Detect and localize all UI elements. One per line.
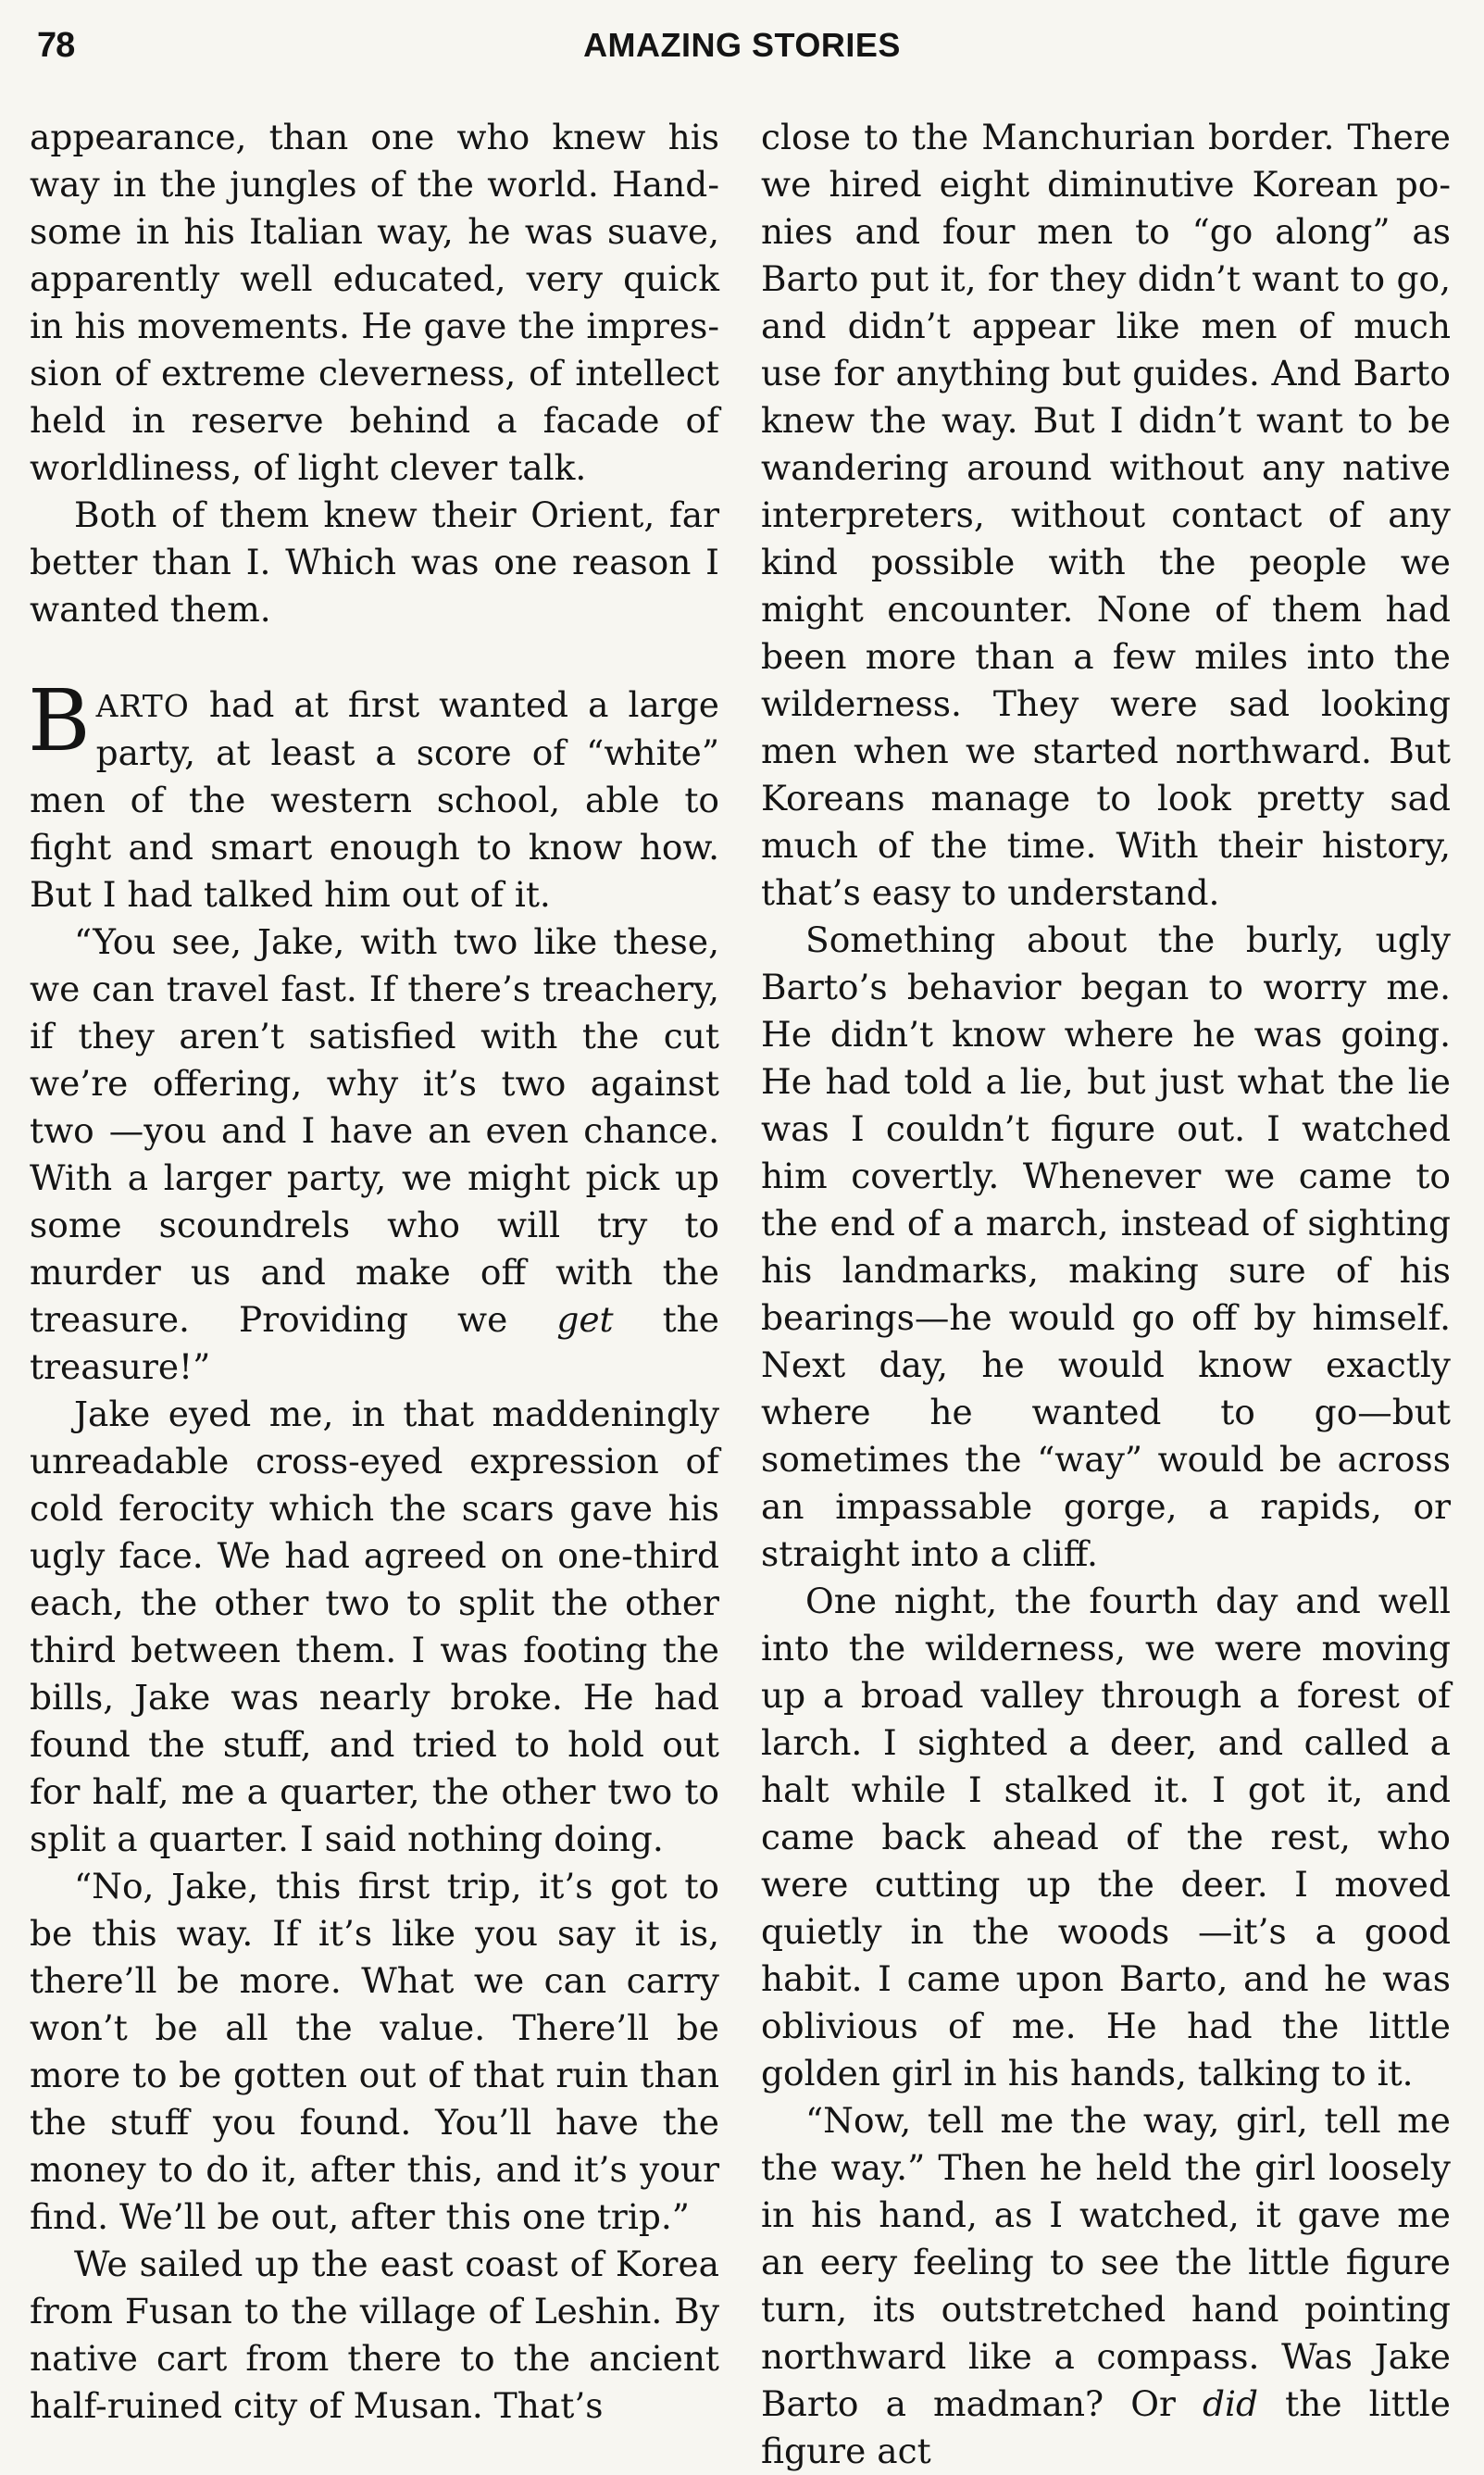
right-column bbox=[761, 114, 1451, 2475]
paragraph-text: “Now, tell me the way, girl, tell me the way.” Then he held the girl loosely in his hand, as I watched, it gave me an eery feeling to see the little figure turn, its outstretched hand pointing northward like a compass. Was Jake Barto a madman? Or bbox=[761, 2100, 1451, 2424]
small-caps-lead: ARTO bbox=[95, 688, 190, 724]
section-opening-paragraph bbox=[28, 671, 719, 919]
paragraph-text: “You see, Jake, with two like these, we can travel fast. If there’s treachery, if they aren’t satisfied with the cut we’re offering, why it’s two against two —you and I have an even chance. With a larger party, we might pick up some scoundrels who will try to murder us and make off with the treasure. Providing we bbox=[30, 921, 719, 1340]
paragraph-text: the treasure!” bbox=[30, 1299, 719, 1387]
paragraph: Jake eyed me, in that maddeningly unreadable cross-eyed expression of cold ferocity which the scars gave his ugly face. We had agreed on one-third each, the other two to split the other third between them. I was footing the bills, Jake was nearly broke. He had found the stuff, and tried to hold out for half, me a quarter, the other two to split a quarter. I said nothing doing. bbox=[30, 1394, 719, 1859]
italic-word: did bbox=[1203, 2383, 1259, 2424]
paragraph-text: the little figure act bbox=[761, 2383, 1451, 2471]
italic-word: get bbox=[556, 1299, 614, 1340]
paragraph: Something about the burly, ugly Barto’s behavior began to worry me. He didn’t know where he was going. He had told a lie, but just what the lie was I couldn’t figure out. I watched him covertly. Whenever we came to the end of a march, instead of sighting his landmarks, making sure of his bearings—he would go off by himself. Next day, he would know exactly where he wanted to go—but sometimes the “way” would be across an impassable gorge, a rapids, or straight into a cliff. bbox=[761, 919, 1451, 1574]
paragraph: appearance, than one who knew his way in the jungles of the world. Handsome in his Italian way, he was suave, apparently well educated, very quick in his movements. He gave the impression of extreme cleverness, of intellect held in reserve behind a facade of worldliness, of light clever talk. bbox=[30, 117, 719, 488]
left-column bbox=[30, 114, 719, 2430]
paragraph: Both of them knew their Orient, far better than I. Which was one reason I wanted them. bbox=[30, 494, 719, 630]
paragraph: “No, Jake, this first trip, it’s got to be this way. If it’s like you say it is, there’ll be more. What we can carry won’t be all the value. There’ll be more to be gotten out of that ruin than the stuff you found. You’ll have the money to do it, after this, and it’s your find. We’ll be out, after this one trip.” bbox=[30, 1866, 719, 2237]
paragraph: close to the Manchurian border. There we hired eight diminutive Korean ponies and four men to “go along” as Barto put it, for they didn’t want to go, and didn’t appear like men of much use for anything but guides. And Barto knew the way. But I didn’t want to be wandering around without any native interpreters, without contact of any kind possible with the people we might encounter. None of them had been more than a few miles into the wilderness. They were sad looking men when we started northward. But Koreans manage to look pretty sad much of the time. With their history, that’s easy to understand. bbox=[761, 117, 1451, 913]
page-number: 78 bbox=[37, 26, 75, 65]
paragraph: We sailed up the east coast of Korea from Fusan to the village of Leshin. By native cart from there to the ancient half-ruined city of Musan. That’s bbox=[30, 2244, 719, 2426]
paragraph bbox=[30, 919, 719, 1391]
paragraph: One night, the fourth day and well into the wilderness, we were moving up a broad valley through a forest of larch. I sighted a deer, and called a halt while I stalked it. I got it, and came back ahead of the rest, who were cutting up the deer. I moved quietly in the woods —it’s a good habit. I came upon Barto, and he was oblivious of me. He had the little golden girl in his hands, talking to it. bbox=[761, 1581, 1451, 2094]
running-head: AMAZING STORIES bbox=[583, 26, 901, 64]
paragraph-text: had at first wanted a large party, at least a score of “white” men of the western school, able to fight and smart enough to know how. But I had talked him out of it. bbox=[30, 684, 719, 915]
drop-cap: B bbox=[28, 671, 91, 770]
paragraph bbox=[761, 2097, 1451, 2475]
